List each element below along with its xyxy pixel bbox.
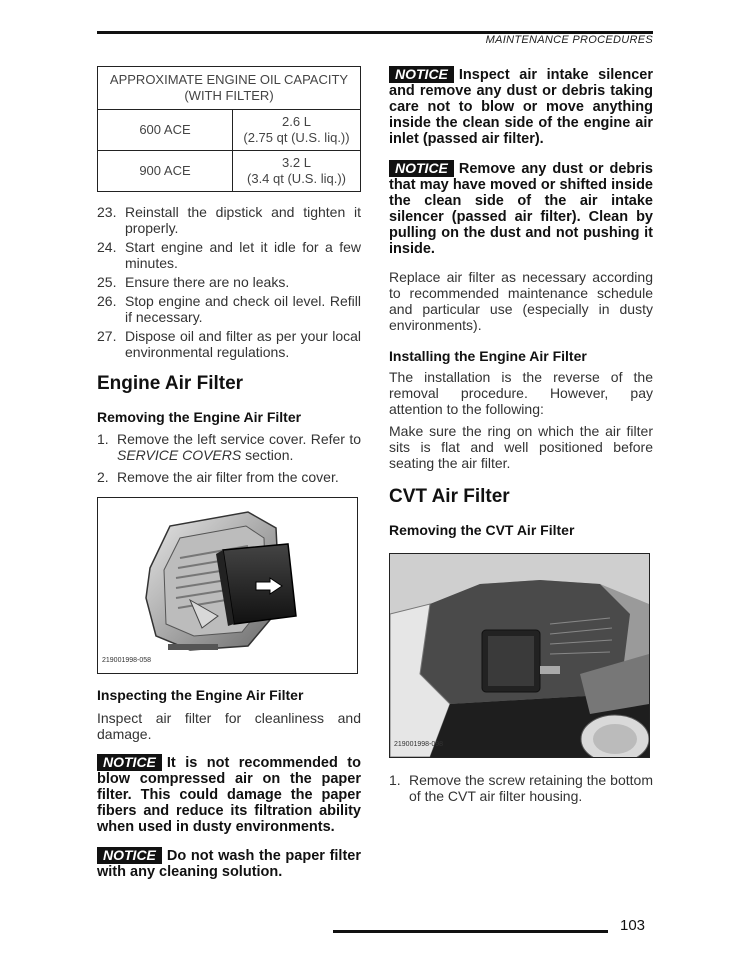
section-title-engine-air-filter: Engine Air Filter [97,373,244,394]
oil-table-heading: APPROXIMATE ENGINE OIL CAPACITY (WITH FILTER) [98,67,361,110]
capacity-cell [233,110,361,151]
subsection-title-inspecting-engine-air-filter: Inspecting the Engine Air Filter [97,687,304,703]
list-item: 26. Stop engine and check oil level. Refill if necessary. [97,293,361,325]
table-row [98,110,361,151]
left-column [97,66,361,880]
running-head: MAINTENANCE PROCEDURES [485,34,653,46]
section-title-cvt-air-filter: CVT Air Filter [389,486,510,507]
notice-badge: NOTICE [97,847,162,864]
cvt-filter-housing-illustration [390,554,649,757]
model-cell: 900 ACE [98,151,233,192]
notice-badge: NOTICE [389,160,454,177]
subsection-title-installing-engine-air-filter: Installing the Engine Air Filter [389,348,587,364]
notice-compressed-air: NOTICE It is not recommended to blow compressed air on the paper filter. This could damage the paper fibers and reduce its filtration ability when used in dusty environments. [97,754,361,835]
removing-steps-list [97,431,361,485]
cross-reference-link[interactable]: SERVICE COVERS [117,447,242,463]
installing-paragraph-2: Make sure the ring on which the air filter sits is flat and well positioned before seating the air filter. [389,423,653,471]
engine-air-filter-figure [97,497,358,674]
cvt-removing-steps-list [389,772,653,804]
notice-remove-dust: NOTICE Remove any dust or debris that may have moved or shifted inside the clean side of the air intake silencer (passed air filter). Clean by pulling on the dust and not pushing it inside. [389,160,653,257]
subsection-title-removing-cvt-air-filter: Removing the CVT Air Filter [389,522,575,538]
figure-caption: 219001998-098 [394,741,444,748]
right-column [389,66,653,807]
oil-capacity-table [97,66,361,192]
capacity-liters: 3.2 L [282,155,311,170]
notice-badge: NOTICE [389,66,454,83]
list-item: 25. Ensure there are no leaks. [97,274,290,290]
installing-paragraph-1: The installation is the reverse of the removal procedure. However, pay attention to the following: [389,369,653,417]
capacity-quarts: (2.75 qt (U.S. liq.)) [243,130,350,145]
figure-caption: 219001998-058 [102,657,152,664]
air-filter-cover-illustration [98,498,357,673]
capacity-cell [233,151,361,192]
list-item: 24. Start engine and let it idle for a few minutes. [97,239,361,271]
capacity-quarts: (3.4 qt (U.S. liq.)) [247,171,346,186]
footer-rule [333,930,608,933]
model-cell: 600 ACE [98,110,233,151]
notice-inspect-silencer: NOTICE Inspect air intake silencer and remove any dust or debris taking care not to blow or move anything inside the clean side of the engine air inlet (passed air filter). [389,66,653,147]
table-row [98,151,361,192]
list-item: 1. Remove the left service cover. Refer to SERVICE COVERS section. [97,431,361,463]
list-item: 1. Remove the screw retaining the bottom of the CVT air filter housing. [389,772,653,804]
replace-paragraph: Replace air filter as necessary according to recommended maintenance schedule and particular use (especially in dusty environments). [389,269,653,333]
notice-badge: NOTICE [97,754,162,771]
capacity-liters: 2.6 L [282,114,311,129]
notice-do-not-wash: NOTICE Do not wash the paper filter with any cleaning solution. [97,847,361,880]
subsection-title-removing-engine-air-filter: Removing the Engine Air Filter [97,409,302,425]
list-item: 23. Reinstall the dipstick and tighten it properly. [97,204,361,236]
inspect-paragraph: Inspect air filter for cleanliness and damage. [97,710,361,742]
page-number: 103 [620,917,646,934]
list-item: 27. Dispose oil and filter as per your local environmental regulations. [97,328,361,360]
list-item: 2. Remove the air filter from the cover. [97,469,339,485]
oil-steps-list [97,204,361,360]
cvt-air-filter-figure [389,553,650,758]
